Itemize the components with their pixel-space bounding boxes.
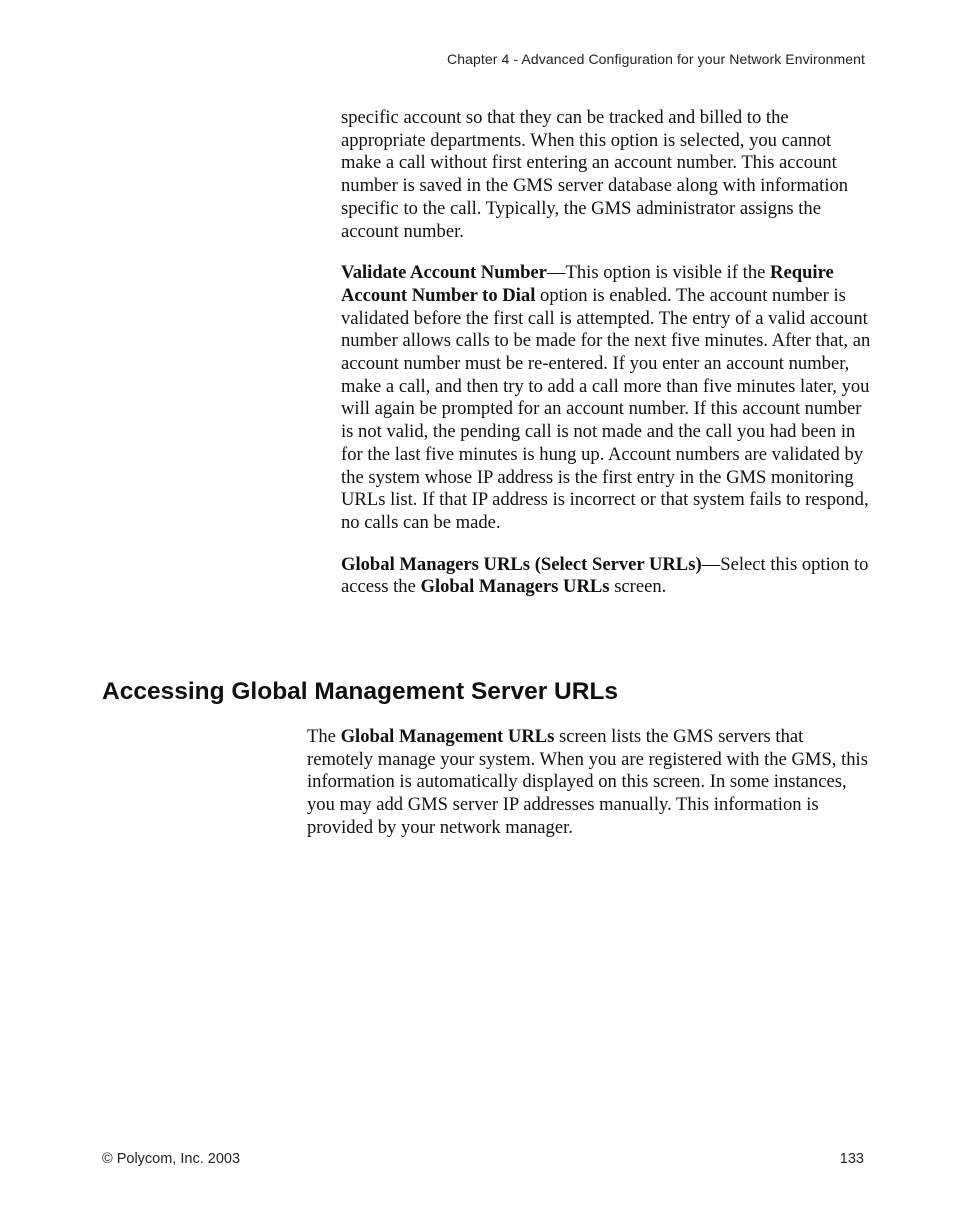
running-header: Chapter 4 - Advanced Configuration for your Network Environment xyxy=(447,51,865,67)
footer-copyright: © Polycom, Inc. 2003 xyxy=(102,1151,241,1167)
validate-account-paragraph xyxy=(341,262,871,534)
content-column-upper xyxy=(341,107,871,618)
global-managers-ref-term: Global Managers URLs xyxy=(420,576,610,598)
footer-page-number: 133 xyxy=(839,1151,864,1167)
global-management-term: Global Management URLs xyxy=(340,726,555,747)
content-column-lower xyxy=(307,726,872,859)
continuation-paragraph: specific account so that they can be tracked and billed to the appropriate departments. When this option is selected, you cannot make a call without first entering an account number. This account number is saved in the GMS server database along with information specific to the call. Typically, the GMS administrator assigns the account number. xyxy=(341,107,849,242)
global-managers-paragraph xyxy=(341,554,871,599)
global-managers-text-2: screen. xyxy=(609,576,667,598)
global-managers-text-1: —Select this option to access the xyxy=(341,553,869,598)
validate-account-text-1: —This option is visible if the xyxy=(546,262,771,284)
section-heading: Accessing Global Management Server URLs xyxy=(102,678,619,705)
section-text-2: screen lists the GMS servers that remotely manage your system. When you are registered with the GMS, this information is automatically displayed on this screen. In some instances, you may add GMS server IP addresses manually. This information is provided by your network manager. xyxy=(307,726,868,838)
require-account-term: Require Account Number to Dial xyxy=(341,262,834,306)
validate-account-term: Validate Account Number xyxy=(341,262,547,284)
validate-account-text-2: option is enabled. The account number is validated before the first call is attempted. The entry of a valid account number allows calls to be made for the next five minutes. After that, an account number must be re-entered. If you enter an account number, make a call, and then try to add a call more than five minutes later, you will again be prompted for an account number. If this account number is not valid, the pending call is not made and the call you had been in for the last five minutes is hung up. Account numbers are validated by the system whose IP address is the first entry in the GMS monitoring URLs list. If that IP address is incorrect or that system fails to respond, no calls can be made. xyxy=(341,284,871,533)
global-managers-term: Global Managers URLs (Select Server URLs) xyxy=(341,553,702,575)
section-text-1: The xyxy=(307,726,341,747)
section-intro-paragraph xyxy=(307,726,872,840)
